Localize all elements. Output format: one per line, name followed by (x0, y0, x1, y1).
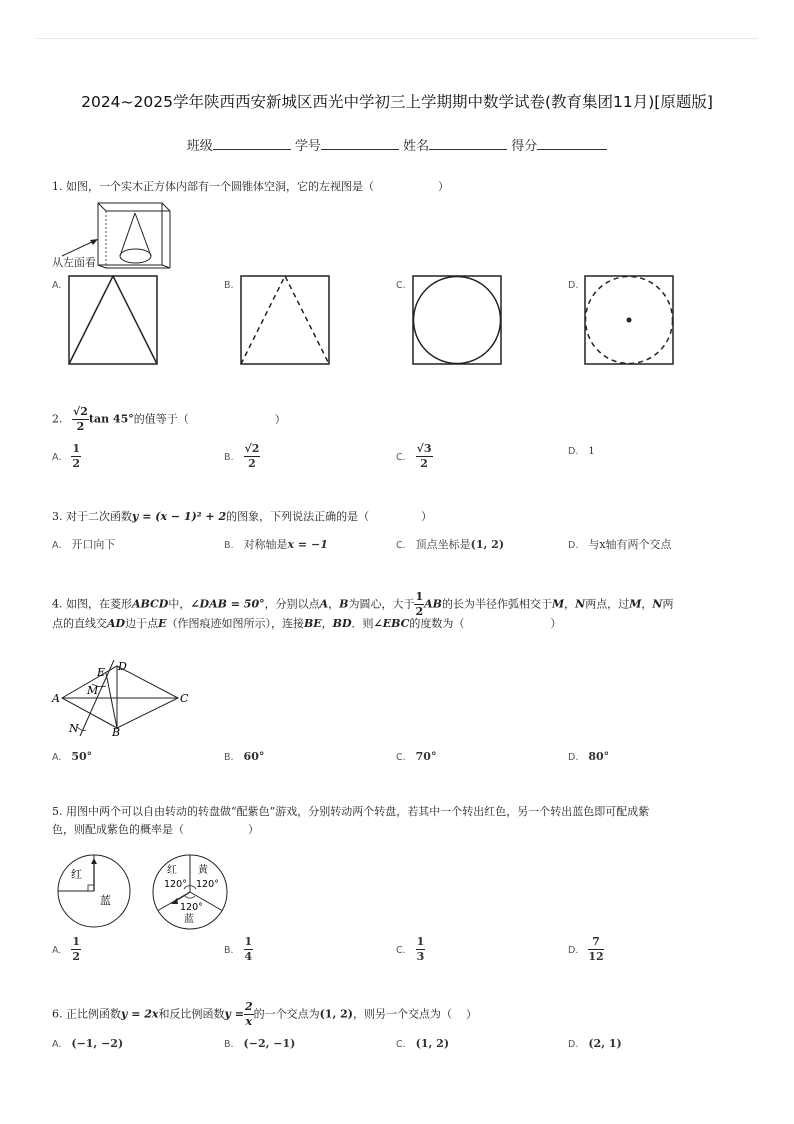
spinner2-red-label: 红 (167, 865, 177, 876)
q6-option-c: C. (1, 2) (396, 1037, 450, 1050)
rhombus-figure (50, 658, 195, 740)
tan-expr: tan 45° (88, 412, 134, 426)
q6-option-d: D. (2, 1) (568, 1037, 622, 1050)
spinner1-red-label: 红 (71, 868, 82, 881)
question-text: 如图，一个实木正方体内部有一个圆锥体空洞，它的左视图是（ (66, 180, 374, 193)
spinner-1 (56, 852, 136, 932)
spinner2-yellow-label: 黄 (198, 865, 208, 876)
spinner-2 (150, 852, 234, 936)
label-C: C (180, 692, 189, 705)
q2-option-d: D. 1 (568, 446, 595, 457)
q3-option-c: C. 顶点坐标是(1, 2) (396, 538, 505, 551)
question-paren: ） (438, 180, 449, 193)
label-A: A (52, 692, 60, 705)
question-5-line-1: 5. 用图中两个可以自由转动的转盘做“配紫色”游戏，分别转动两个转盘，若其中一个转出红色，另一个转出蓝色即可配成紫 (52, 805, 650, 818)
label-B: B (112, 726, 121, 739)
q5-option-a: A. $\frac{1}{2}$ (52, 935, 81, 963)
q1-option-c-label: C. (396, 280, 406, 291)
q4-option-b: B. 60° (224, 750, 265, 763)
q6-option-a: A. (−1, −2) (52, 1037, 124, 1050)
spinner1-blue-label: 蓝 (100, 894, 111, 907)
q3-option-a: A. 开口向下 (52, 538, 116, 551)
q2-option-c: C. $\frac{√3}{2}$ (396, 442, 432, 470)
spinner2-angle-a: 120° (164, 879, 187, 890)
id-field-label: 学号 (294, 139, 321, 154)
q5-option-b: B. $\frac{1}{4}$ (224, 935, 253, 963)
question-number: 1. (52, 180, 63, 193)
label-D: D (118, 660, 127, 673)
score-field-label: 得分 (511, 139, 538, 154)
name-blank (429, 137, 507, 150)
q2-option-a: A. $\frac{1}{2}$ (52, 442, 81, 470)
q5-option-d: D. $\frac{7}{12}$ (568, 935, 604, 963)
q4-option-a: A. 50° (52, 750, 93, 763)
q3-option-d: D. 与x轴有两个交点 (568, 538, 672, 551)
question-2: 2. $\frac{√2}{2}$ tan 45°的值等于（ ） (52, 405, 286, 433)
q6-option-b: B. (−2, −1) (224, 1037, 296, 1050)
question-number: 2. (52, 412, 63, 426)
q5-option-c: C. $\frac{1}{3}$ (396, 935, 425, 963)
question-3: 3. 对于二次函数y = (x − 1)² + 2的图象，下列说法正确的是（ ） (52, 510, 433, 523)
quadratic-expr: y = (x − 1)² + 2 (132, 510, 227, 523)
view-label: 从左面看 (52, 256, 96, 269)
q1-option-c-figure (412, 275, 504, 367)
class-field-label: 班级 (186, 139, 213, 154)
class-blank (213, 137, 291, 150)
spinner2-blue-label: 蓝 (184, 914, 194, 925)
page-title: 2024~2025学年陕西西安新城区西光中学初三上学期期中数学试卷(教育集团11月)[原题版] (81, 93, 713, 111)
score-blank (537, 137, 607, 150)
q2-option-b: B. $\frac{√2}{2}$ (224, 442, 260, 470)
q1-option-d-figure (584, 275, 676, 367)
question-4-line-2: 点的直线交AD边于点E（作图痕迹如图所示），连接BE，BD．则∠EBC的度数为（ ） (52, 617, 562, 630)
label-N: N (69, 722, 79, 735)
question-6: 6. 正比例函数y = 2x和反比例函数y = $\frac{2}{x}$ 的一个交点为(1, 2)，则另一个交点为（ ） (52, 1000, 477, 1028)
id-blank (321, 137, 399, 150)
q1-option-b-label: B. (224, 280, 234, 291)
spinner2-angle-c: 120° (180, 902, 203, 913)
q4-option-c: C. 70° (396, 750, 437, 763)
question-number: 3. (52, 510, 63, 523)
question-1 (52, 175, 449, 198)
q1-option-a-label: A. (52, 280, 62, 291)
question-5-line-2: 色，则配成紫色的概率是（ ） (52, 823, 259, 836)
spinner2-angle-b: 120° (196, 879, 219, 890)
top-divider (36, 38, 758, 39)
q3-option-b: B. 对称轴是x = −1 (224, 538, 328, 551)
label-M: M (87, 684, 99, 697)
label-E: E (97, 666, 106, 679)
question-4-line-1: 4. 如图，在菱形ABCD中，∠DAB = 50°，分别以点A，B为圆心，大于 $\frac{1}{2}$ AB的长为半径作弧相交于M，N两点，过M，N两 (52, 590, 674, 618)
question-text: 的值等于（ (133, 412, 189, 426)
q1-option-d-label: D. (568, 280, 579, 291)
q4-option-d: D. 80° (568, 750, 610, 763)
sqrt2-over-2: $\frac{√2}{2}$ (73, 405, 88, 433)
name-field-label: 姓名 (403, 139, 430, 154)
info-line (0, 135, 794, 154)
q1-option-a-figure (68, 275, 160, 367)
q1-option-b-figure (240, 275, 332, 367)
